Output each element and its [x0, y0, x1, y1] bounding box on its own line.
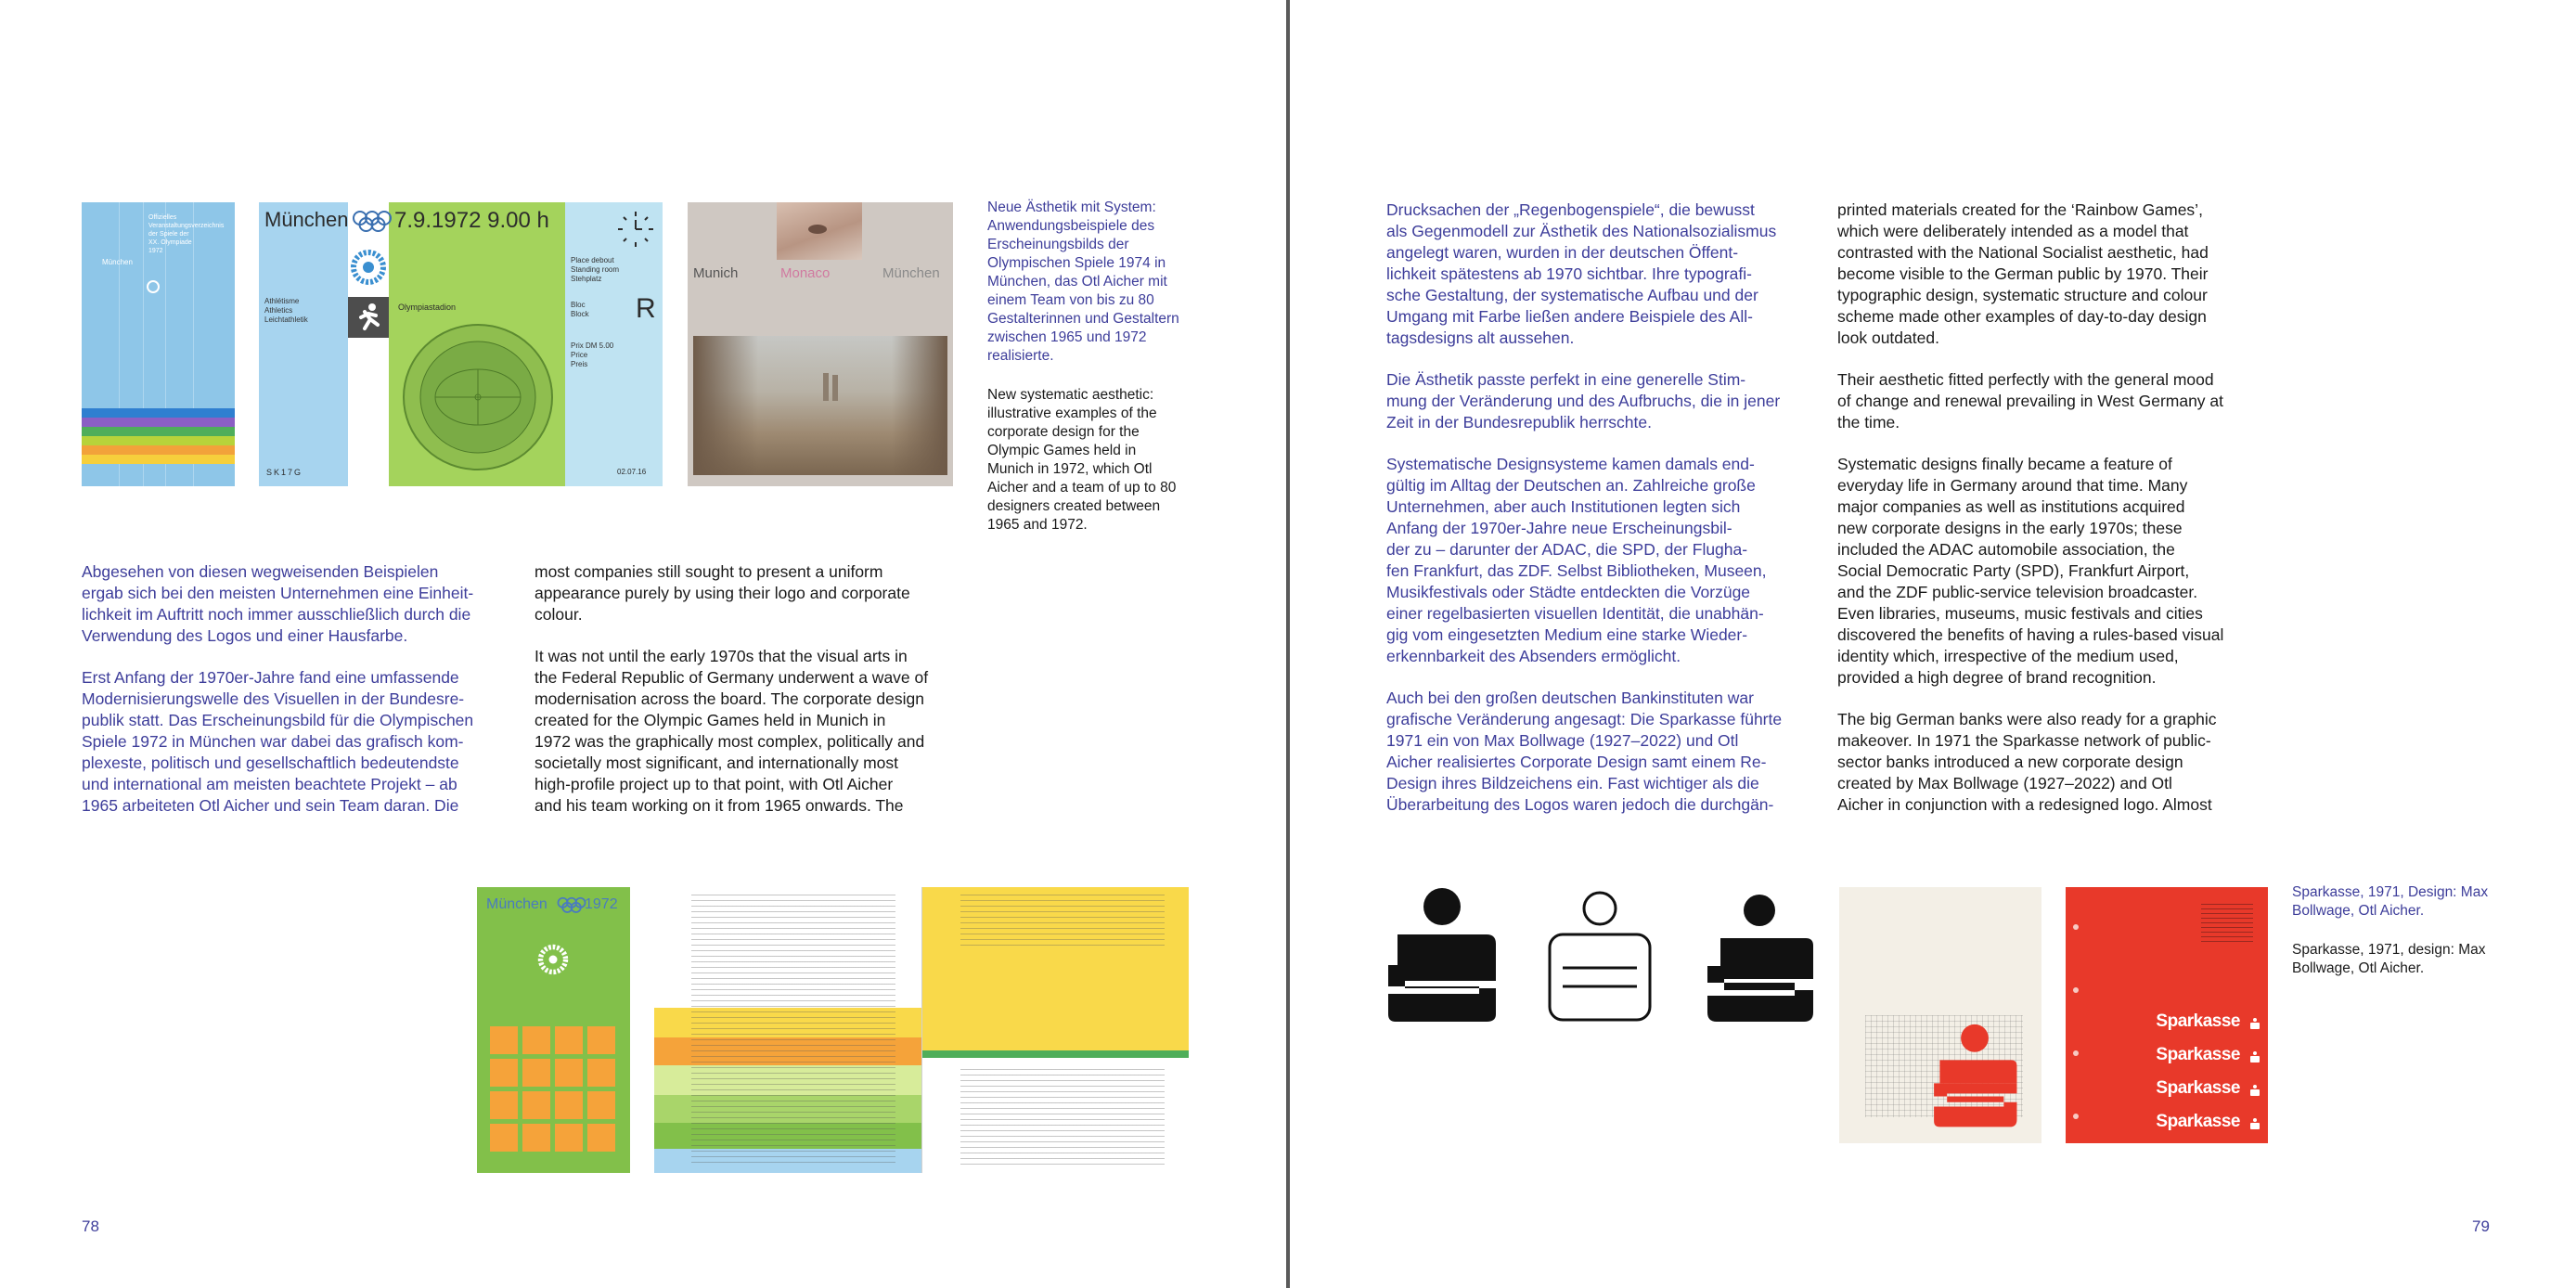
- ticket-city: München: [264, 208, 349, 231]
- sun-emblem-icon: [350, 249, 387, 286]
- brochure-right-word: München: [882, 265, 940, 281]
- right-en-para3: Systematic designs finally became a feature of everyday life in Germany around that time. Many major companies as well as institutions acquired new corporate designs in the early 1970s; these included the ADAC automobile association, the Social Democratic Party (SPD), Frankfurt Airport, and the ZDF public-service television broadcaster. Even libraries, museums, music festivals and cities discovered the benefits of having a rules-based visual identity which, irrespective of the medium used, provided a high degree of brand recognition.: [1837, 455, 2224, 687]
- folder-word-3: Sparkasse: [2156, 1078, 2240, 1098]
- right-de-para4: Auch bei den großen deutschen Bankinstituten war grafische Veränderung angesagt: Die Sparkasse führte 1971 ein von Max Bollwage (1927–2022) und Otl Aicher realisiertes Corporate Design samt einem Re- Design ihres Bildzeichens ein. Fast wichtiger als die Überarbeitung des Logos waren jedoch die durchgän-: [1386, 689, 1783, 814]
- sparkasse-grid-sheet-image: [1839, 887, 2041, 1143]
- right-en-para1: printed materials created for the ‘Rainbow Games’, which were deliberately intended as a model that contrasted with the National Socialist aesthetic, had become visible to the German public by 1970. Their typographic design, systematic structure and colour scheme made other examples of day-to-day design look outdated.: [1837, 200, 2209, 347]
- poster-pictogram-grid: [490, 1026, 620, 1156]
- olympic-rings-icon: [352, 210, 393, 232]
- sparkasse-red-folder-image: [2066, 887, 2268, 1143]
- brochure-left-word: Munich: [693, 265, 739, 281]
- poster-year: 1972: [585, 896, 618, 912]
- sparkasse-logo-old-icon: [1386, 886, 1498, 1024]
- munich-brochure-image: [688, 202, 953, 486]
- right-en-para2: Their aesthetic fitted perfectly with the general mood of change and renewal prevailing in West Germany at the time.: [1837, 370, 2224, 431]
- right-caption-german: Sparkasse, 1971, Design: Max Bollwage, Otl Aicher.: [2292, 884, 2489, 919]
- olympic-booklet-image: [82, 202, 235, 486]
- ticket-sport: Athlétisme Athletics Leichtathletik: [264, 297, 308, 324]
- sparkasse-red-logo-icon: [1928, 1021, 2021, 1128]
- booklet-rainbow-stripes: [82, 408, 235, 464]
- folder-word-1: Sparkasse: [2156, 1011, 2240, 1031]
- right-caption-english: Sparkasse, 1971, design: Max Bollwage, Otl Aicher.: [2292, 942, 2486, 976]
- olympic-schedule-spread-image: [654, 887, 1189, 1173]
- right-en-para4: The big German banks were also ready for a graphic makeover. In 1971 the Sparkasse network of public- sector banks introduced a new corporate design created by Max Bollwage (1927–2022) and Otl Aicher in conjunction with a redesigned logo. Almost: [1837, 710, 2217, 814]
- folder-logo-1-icon: [2249, 1017, 2260, 1028]
- right-de-para2: Die Ästhetik passte perfekt in eine generelle Stim- mung der Veränderung und des Aufbruchs, die in jener Zeit in der Bundesrepublik herrschte.: [1386, 370, 1781, 431]
- schedule-text-lines-right: [960, 895, 1165, 950]
- poster-title: München: [486, 896, 547, 912]
- left-col2-para2: It was not until the early 1970s that the visual arts in the Federal Republic of Germany underwent a wave of modernisation across the board. The corporate design created for the Olympic Games held in Munich in 1972 was the graphically most complex, politically and societally most significant, and internationally most high-profile project up to that point, with Otl Aicher and his team working on it from 1965 onwards. The: [535, 647, 929, 815]
- sparkasse-logo-outline-icon: [1544, 886, 1655, 1024]
- left-caption-german: Neue Ästhetik mit System: Anwendungsbeispiele des Erscheinungsbilds der Olympischen Spiele 1974 in München, das Otl Aicher mit einem Team von bis zu 80 Gestalterinnen und Gestaltern zwischen 1965 und 1972 realisierte.: [987, 200, 1179, 364]
- ticket-serial: SK17G: [266, 468, 303, 477]
- right-page-number: 79: [2472, 1217, 2490, 1235]
- ticket-block-label: Bloc Block: [571, 301, 589, 318]
- left-caption-english: New systematic aesthetic: illustrative examples of the corporate design for the Olympic Games held in Munich in 1972, which Otl Aicher and a team of up to 80 designers created between 1965 and 1972.: [987, 387, 1177, 533]
- ticket-price: Prix DM 5.00 Price Preis: [571, 341, 614, 368]
- folder-logo-3-icon: [2249, 1084, 2260, 1095]
- right-page: [1290, 0, 2576, 1288]
- booklet-title: Offizielles Veranstaltungsverzeichnis der Spiele der XX. Olympiade 1972: [148, 214, 225, 254]
- city-skyline-photo: [693, 336, 947, 475]
- ticket-place: Place debout Standing room Stehplatz: [571, 256, 620, 283]
- left-col1-para1: Abgesehen von diesen wegweisenden Beispielen ergab sich bei den meisten Unternehmen eine Einheit- lichkeit im Auftritt noch immer ausschließlich durch die Verwendung des Logos und einer Hausfarbe.: [82, 562, 474, 645]
- booklet-city: München: [102, 258, 133, 266]
- sparkasse-logo-new-icon: [1704, 886, 1815, 1024]
- olympic-ticket-image: [259, 202, 663, 486]
- folder-word-4: Sparkasse: [2156, 1112, 2240, 1131]
- folder-word-2: Sparkasse: [2156, 1045, 2240, 1064]
- olympic-poster-image: [477, 887, 630, 1173]
- right-de-para3: Systematische Designsysteme kamen damals end- gültig im Alltag der Deutschen an. Zahlreiche große Unternehmen, aber auch Institutionen legten sich Anfang der 1970er-Jahre neue Erscheinungsbil- der zu – darunter der ADAC, die SPD, der Flugha- fen Frankfurt, das ZDF. Selbst Bibliotheken, Museen, Musikfestivals oder Städte entdeckten die Vorzüge einer regelbasierten visuellen Identität, die unabhän- gig vom eingesetzten Medium eine starke Wieder- erkennbarkeit des Absenders ermöglicht.: [1386, 455, 1767, 665]
- left-col1-para2: Erst Anfang der 1970er-Jahre fand eine umfassende Modernisierungswelle des Visuellen in der Bundesre- publik statt. Das Erscheinungsbild für die Olympischen Spiele 1972 in München war dabei das grafisch kom- plexeste, politisch und gesellschaftlich bedeutendste und international am meisten beachtete Projekt – ab 1965 arbeiteten Otl Aicher und sein Team daran. Die: [82, 668, 474, 815]
- schedule-text-lines-left: [691, 895, 895, 1164]
- booklet-emblem: [147, 280, 160, 293]
- ticket-block: R: [636, 293, 656, 324]
- right-de-para1: Drucksachen der „Regenbogenspiele“, die bewusst als Gegenmodell zur Ästhetik des Nationalsozialismus angelegt waren, wurden in der deutschen Öffent- lichkeit spätestens ab 1970 sichtbar. Ihre typografi- sche Gestaltung, der systematische Aufbau und der Umgang mit Farbe ließen andere Beispiele des All- tagsdesigns alt aussehen.: [1386, 200, 1777, 347]
- ticket-venue: Olympiastadion: [398, 303, 457, 312]
- poster-rings-icon: [557, 896, 586, 913]
- athletics-pictogram-icon: [348, 297, 389, 338]
- clock-icon: [616, 210, 655, 249]
- folder-logo-2-icon: [2249, 1050, 2260, 1062]
- ticket-date: 7.9.1972 9.00 h: [394, 208, 549, 233]
- stadium-plan-icon: [398, 319, 558, 475]
- folder-logo-4-icon: [2249, 1117, 2260, 1128]
- poster-emblem-icon: [536, 943, 570, 976]
- eye-photo: [777, 202, 862, 260]
- left-col2-para1: most companies still sought to present a uniform appearance purely by using their logo and corporate colour.: [535, 562, 910, 624]
- ticket-code: 02.07.16: [617, 468, 647, 476]
- brochure-middle-word: Monaco: [780, 265, 831, 281]
- left-page-number: 78: [82, 1217, 99, 1235]
- left-page: [0, 0, 1286, 1288]
